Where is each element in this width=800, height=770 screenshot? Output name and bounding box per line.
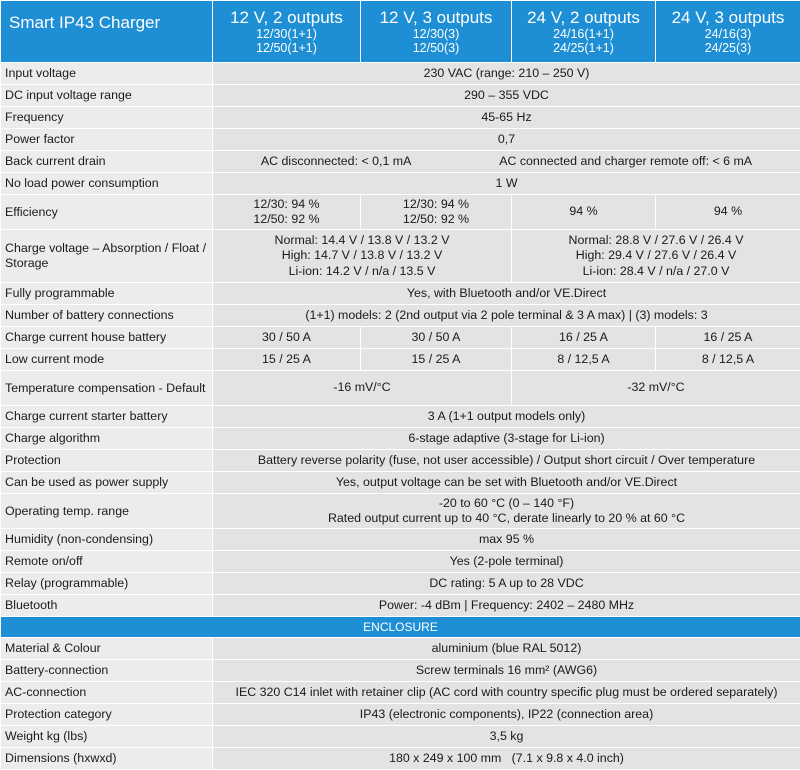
temp-comp-12v: -16 mV/°C [213, 371, 512, 406]
model-name: 24/25(1+1) [516, 41, 651, 55]
row-label: Battery-connection [1, 660, 213, 682]
efficiency-line: 12/50: 92 % [365, 212, 507, 228]
row-label: Low current mode [1, 349, 213, 371]
row-value: Yes, output voltage can be set with Bluetooth and/or VE.Direct [213, 472, 800, 494]
row-label: Input voltage [1, 63, 213, 85]
table-row [1, 638, 800, 660]
row-cell: 16 / 25 A [656, 327, 800, 349]
table-row [1, 428, 800, 450]
row-cell: 30 / 50 A [361, 327, 512, 349]
model-name: 24/16(3) [660, 27, 796, 41]
row-value: 290 – 355 VDC [213, 85, 800, 107]
table-row [1, 371, 800, 406]
efficiency-line: 12/30: 94 % [365, 197, 507, 213]
table-row [1, 129, 800, 151]
section-heading-enclosure: ENCLOSURE [1, 617, 800, 638]
table-row [1, 573, 800, 595]
row-value: 180 x 249 x 100 mm (7.1 x 9.8 x 4.0 inch) [213, 748, 800, 770]
row-value: 3,5 kg [213, 726, 800, 748]
row-cell: 30 / 50 A [213, 327, 361, 349]
table-row [1, 748, 800, 770]
table-row [1, 85, 800, 107]
row-label: Temperature compensation - Default [1, 371, 213, 406]
row-label: Power factor [1, 129, 213, 151]
temp-comp-24v: -32 mV/°C [512, 371, 800, 406]
row-value: DC rating: 5 A up to 28 VDC [213, 573, 800, 595]
row-label: Relay (programmable) [1, 573, 213, 595]
row-value [213, 151, 800, 173]
row-value: Power: -4 dBm | Frequency: 2402 – 2480 MHz [213, 595, 800, 617]
column-heading: 24 V, 2 outputs [516, 8, 651, 27]
row-label: No load power consumption [1, 173, 213, 195]
efficiency-24v-2: 94 % [512, 195, 656, 230]
row-cell: 15 / 25 A [361, 349, 512, 371]
column-heading: 12 V, 2 outputs [217, 8, 356, 27]
row-label: Charge current starter battery [1, 406, 213, 428]
model-name: 12/50(1+1) [217, 41, 356, 55]
row-cell: 8 / 12,5 A [656, 349, 800, 371]
model-name: 12/50(3) [365, 41, 507, 55]
row-value: Screw terminals 16 mm² (AWG6) [213, 660, 800, 682]
row-label: DC input voltage range [1, 85, 213, 107]
row-label: Material & Colour [1, 638, 213, 660]
table-row [1, 529, 800, 551]
charge-voltage-line: Li-ion: 14.2 V / n/a / 13.5 V [217, 264, 507, 280]
row-label: Charge algorithm [1, 428, 213, 450]
column-header-12v-2 [213, 1, 361, 63]
row-value: 1 W [213, 173, 800, 195]
table-row [1, 682, 800, 704]
column-header-12v-3 [361, 1, 512, 63]
table-row [1, 660, 800, 682]
row-label: Bluetooth [1, 595, 213, 617]
charge-voltage-line: Normal: 28.8 V / 27.6 V / 26.4 V [516, 233, 796, 249]
row-cell: 15 / 25 A [213, 349, 361, 371]
column-heading: 24 V, 3 outputs [660, 8, 796, 27]
column-header-24v-3 [656, 1, 800, 63]
table-row [1, 195, 800, 230]
efficiency-line: 12/50: 92 % [217, 212, 356, 228]
table-row [1, 107, 800, 129]
charge-voltage-line: Li-ion: 28.4 V / n/a / 27.0 V [516, 264, 796, 280]
row-value: IEC 320 C14 inlet with retainer clip (AC cord with country specific plug must be ordered separately) [213, 682, 800, 704]
row-value: Yes, with Bluetooth and/or VE.Direct [213, 283, 800, 305]
row-value: IP43 (electronic components), IP22 (connection area) [213, 704, 800, 726]
operating-temp-derating: Rated output current up to 40 °C, derate linearly to 20 % at 60 °C [217, 511, 796, 527]
column-header-24v-2 [512, 1, 656, 63]
row-label: Weight kg (lbs) [1, 726, 213, 748]
header-row [1, 1, 800, 63]
table-row [1, 283, 800, 305]
row-label: Fully programmable [1, 283, 213, 305]
row-label: Frequency [1, 107, 213, 129]
efficiency-12v-3 [361, 195, 512, 230]
table-row [1, 406, 800, 428]
row-value: (1+1) models: 2 (2nd output via 2 pole terminal & 3 A max) | (3) models: 3 [213, 305, 800, 327]
row-value: 3 A (1+1 output models only) [213, 406, 800, 428]
table-row [1, 173, 800, 195]
row-label: AC-connection [1, 682, 213, 704]
table-row [1, 305, 800, 327]
charge-voltage-line: Normal: 14.4 V / 13.8 V / 13.2 V [217, 233, 507, 249]
row-label: Humidity (non-condensing) [1, 529, 213, 551]
charge-voltage-24v [512, 230, 800, 283]
back-current-ac-disconnected: AC disconnected: < 0,1 mA [261, 154, 412, 170]
operating-temp-range: -20 to 60 °C (0 – 140 °F) [217, 496, 796, 512]
row-label: Charge current house battery [1, 327, 213, 349]
row-label: Protection category [1, 704, 213, 726]
table-row [1, 230, 800, 283]
model-name: 12/30(3) [365, 27, 507, 41]
row-label: Can be used as power supply [1, 472, 213, 494]
table-row [1, 151, 800, 173]
row-label: Efficiency [1, 195, 213, 230]
table-row [1, 327, 800, 349]
back-current-remote-off: AC connected and charger remote off: < 6 mA [499, 154, 752, 170]
row-value: Battery reverse polarity (fuse, not user accessible) / Output short circuit / Over temperature [213, 450, 800, 472]
row-value: max 95 % [213, 529, 800, 551]
table-row [1, 726, 800, 748]
row-value: aluminium (blue RAL 5012) [213, 638, 800, 660]
model-name: 24/25(3) [660, 41, 796, 55]
row-label: Remote on/off [1, 551, 213, 573]
row-label: Protection [1, 450, 213, 472]
table-row [1, 349, 800, 371]
column-heading: 12 V, 3 outputs [365, 8, 507, 27]
table-row [1, 551, 800, 573]
charge-voltage-line: High: 29.4 V / 27.6 V / 26.4 V [516, 248, 796, 264]
row-value: 6-stage adaptive (3-stage for Li-ion) [213, 428, 800, 450]
table-row [1, 494, 800, 529]
row-value: 45-65 Hz [213, 107, 800, 129]
row-value: 230 VAC (range: 210 – 250 V) [213, 63, 800, 85]
row-cell: 16 / 25 A [512, 327, 656, 349]
efficiency-line: 12/30: 94 % [217, 197, 356, 213]
charge-voltage-12v [213, 230, 512, 283]
row-label: Number of battery connections [1, 305, 213, 327]
charge-voltage-line: High: 14.7 V / 13.8 V / 13.2 V [217, 248, 507, 264]
table-title: Smart IP43 Charger [1, 1, 213, 63]
efficiency-12v-2 [213, 195, 361, 230]
row-value: 0,7 [213, 129, 800, 151]
table-row [1, 450, 800, 472]
row-label: Operating temp. range [1, 494, 213, 529]
section-header-row [1, 617, 800, 638]
model-name: 12/30(1+1) [217, 27, 356, 41]
table-row [1, 704, 800, 726]
row-value: Yes (2-pole terminal) [213, 551, 800, 573]
row-label: Dimensions (hxwxd) [1, 748, 213, 770]
row-label: Charge voltage – Absorption / Float / Storage [1, 230, 213, 283]
row-label: Back current drain [1, 151, 213, 173]
efficiency-24v-3: 94 % [656, 195, 800, 230]
row-value [213, 494, 800, 529]
table-row [1, 63, 800, 85]
model-name: 24/16(1+1) [516, 27, 651, 41]
table-row [1, 595, 800, 617]
table-row [1, 472, 800, 494]
row-cell: 8 / 12,5 A [512, 349, 656, 371]
